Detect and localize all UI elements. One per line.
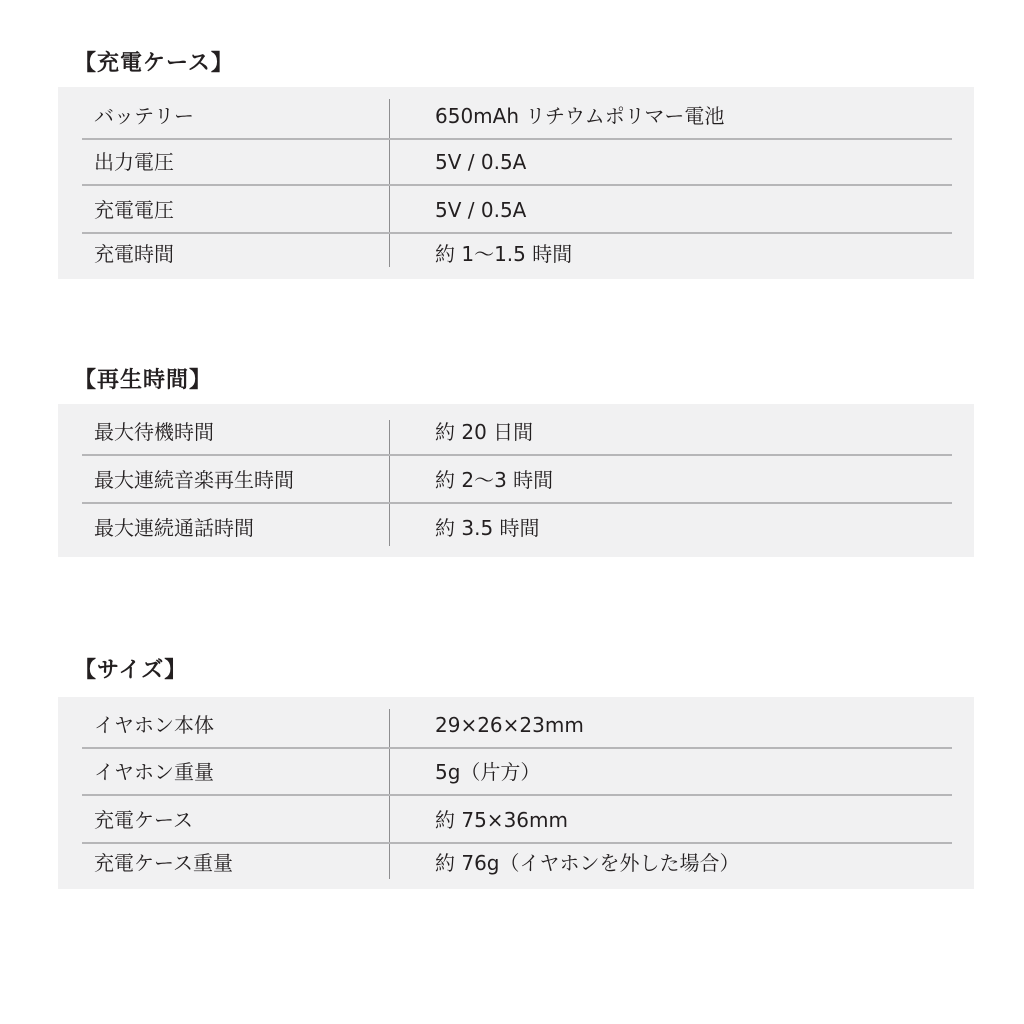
spec-value: 約 1〜1.5 時間 <box>435 241 573 266</box>
spec-label: イヤホン本体 <box>94 712 214 737</box>
spec-value: 29×26×23mm <box>435 712 584 737</box>
spec-value: 約 76g（イヤホンを外した場合） <box>435 850 740 875</box>
table-row <box>82 797 952 844</box>
table-row <box>82 457 952 504</box>
spec-value: 5g（片方） <box>435 759 541 784</box>
table-row <box>82 230 952 277</box>
table-row <box>82 749 952 796</box>
table-row <box>82 187 952 234</box>
spec-table-charging-case <box>58 87 974 279</box>
section-title-charging-case: 【充電ケース】 <box>74 51 234 76</box>
table-row <box>82 702 952 749</box>
spec-value: 650mAh リチウムポリマー電池 <box>435 103 725 128</box>
table-row <box>82 504 952 551</box>
spec-label: 最大連続音楽再生時間 <box>94 467 294 492</box>
spec-label: 充電ケース重量 <box>94 850 233 875</box>
spec-value: 5V / 0.5A <box>435 149 527 174</box>
spec-label: 充電時間 <box>94 241 174 266</box>
spec-value: 約 20 日間 <box>435 419 534 444</box>
spec-table-size <box>58 697 974 889</box>
table-row <box>82 409 952 456</box>
spec-label: 充電電圧 <box>94 197 174 222</box>
table-row <box>82 139 952 186</box>
table-row <box>82 93 952 140</box>
table-row <box>82 839 952 886</box>
spec-table-playback-time <box>58 404 974 557</box>
spec-label: 最大連続通話時間 <box>94 515 254 540</box>
section-title-playback-time: 【再生時間】 <box>74 368 213 393</box>
spec-value: 約 2〜3 時間 <box>435 467 554 492</box>
spec-label: 最大待機時間 <box>94 419 214 444</box>
spec-value: 約 3.5 時間 <box>435 515 540 540</box>
section-title-size: 【サイズ】 <box>74 658 188 683</box>
spec-label: バッテリー <box>94 103 194 128</box>
spec-label: 出力電圧 <box>94 149 174 174</box>
spec-value: 約 75×36mm <box>435 807 568 832</box>
spec-label: 充電ケース <box>94 807 193 832</box>
spec-label: イヤホン重量 <box>94 759 214 784</box>
spec-value: 5V / 0.5A <box>435 197 527 222</box>
